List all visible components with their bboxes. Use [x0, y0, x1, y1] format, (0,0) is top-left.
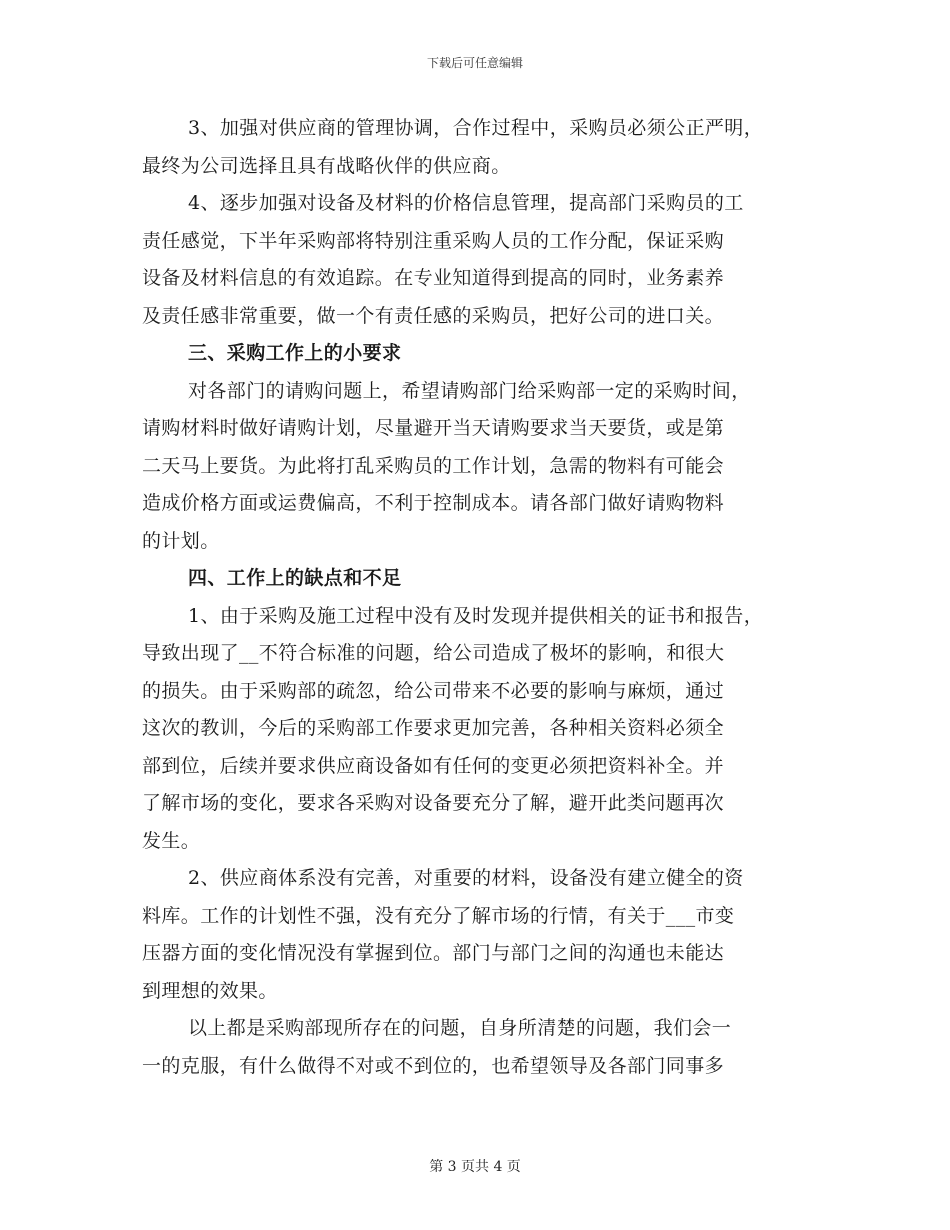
paragraph-line: 二天马上要货。为此将打乱采购员的工作计划，急需的物料有可能会: [142, 454, 725, 477]
paragraph-line: 压器方面的变化情况没有掌握到位。部门与部门之间的沟通也未能达: [142, 942, 725, 964]
paragraph-line: 发生。: [142, 829, 201, 852]
paragraph-line: 请购材料时做好请购计划，尽量避开当天请购要求当天要货，或是第: [142, 417, 725, 439]
paragraph-line: 造成价格方面或运费偏高，不利于控制成本。请各部门做好请购物料: [142, 492, 725, 514]
section-heading: 三、采购工作上的小要求: [188, 342, 402, 364]
paragraph-line: 一的克服，有什么做得不对或不到位的，也希望领导及各部门同事多: [142, 1054, 725, 1077]
paragraph-line: 料库。工作的计划性不强，没有充分了解市场的行情，有关于___市变: [142, 904, 735, 927]
paragraph-line: 了解市场的变化，要求各采购对设备要充分了解，避开此类问题再次: [142, 792, 725, 814]
paragraph-line: 导致出现了__不符合标准的问题，给公司造成了极坏的影响，和很大: [142, 642, 725, 664]
document-body: [142, 110, 812, 1085]
paragraph-line: 到理想的效果。: [142, 979, 278, 1002]
paragraph-line: 3、加强对供应商的管理协调，合作过程中，采购员必须公正严明，: [188, 117, 764, 139]
paragraph-line: 的损失。由于采购部的疏忽，给公司带来不必要的影响与麻烦，通过: [142, 679, 725, 702]
page-footer: 第 3 页共 4 页: [429, 1159, 521, 1175]
paragraph-line: 部到位，后续并要求供应商设备如有任何的变更必须把资料补全。并: [142, 754, 725, 777]
paragraph-line: 的计划。: [142, 529, 220, 552]
paragraph-line: 1、由于采购及施工过程中没有及时发现并提供相关的证书和报告，: [188, 604, 764, 627]
page-header: 下载后可任意编辑: [426, 56, 523, 70]
section-heading: 四、工作上的缺点和不足: [188, 567, 402, 589]
paragraph-line: 设备及材料信息的有效追踪。在专业知道得到提高的同时，业务素养: [142, 267, 725, 289]
paragraph-line: 以上都是采购部现所存在的问题，自身所清楚的问题，我们会一: [188, 1017, 732, 1039]
paragraph-line: 2、供应商体系没有完善，对重要的材料，设备没有建立健全的资: [188, 867, 744, 889]
paragraph-line: 责任感觉，下半年采购部将特别注重采购人员的工作分配，保证采购: [142, 229, 725, 252]
paragraph-line: 及责任感非常重要，做一个有责任感的采购员，把好公司的进口关。: [142, 304, 725, 327]
paragraph-line: 这次的教训，今后的采购部工作要求更加完善，各种相关资料必须全: [142, 717, 725, 739]
paragraph-line: 对各部门的请购问题上，希望请购部门给采购部一定的采购时间，: [188, 379, 751, 402]
paragraph-line: 4、逐步加强对设备及材料的价格信息管理，提高部门采购员的工: [188, 192, 744, 214]
paragraph-line: 最终为公司选择且具有战略伙伴的供应商。: [142, 154, 511, 177]
